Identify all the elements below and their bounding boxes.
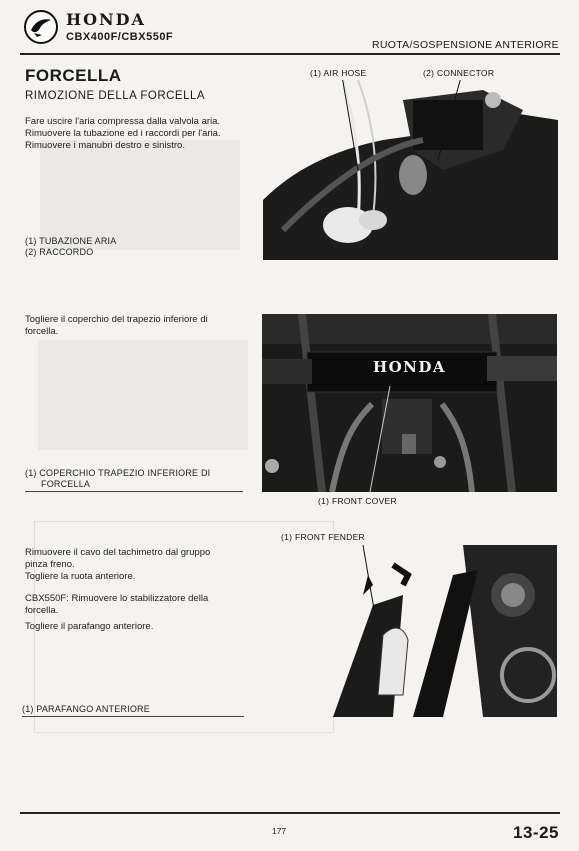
legend-1 [25,236,116,258]
legend-underline [22,716,244,717]
legend-item: (1) PARAFANGO ANTERIORE [22,704,150,714]
callout-air-hose: (1) AIR HOSE [310,68,367,78]
photo-front-cover [262,314,557,492]
legend-underline [25,491,243,492]
bleed-through-ghost [38,340,248,450]
page-title: FORCELLA [25,66,122,85]
photo-air-hose [263,80,558,260]
header-rule [20,53,560,55]
brand-name: HONDA [66,10,146,29]
legend-item: (1) TUBAZIONE ARIA [25,236,117,246]
wing-icon [28,14,54,40]
footer-rule [20,812,560,814]
instructions-3c [25,621,153,633]
legend-item: (1) COPERCHIO TRAPEZIO INFERIORE DI [25,468,211,478]
instruction-line: Togliere il coperchio del trapezio inferiore di [25,314,208,325]
instructions-3b [25,593,208,617]
instruction-line: Fare uscire l'aria compressa dalla valvola aria. [25,116,221,127]
instruction-line: forcella. [25,605,59,616]
instruction-line: pinza freno. [25,559,75,570]
instruction-line: Togliere il parafango anteriore. [25,621,154,632]
legend-2 [25,468,210,490]
photo-honda-lettering: HONDA [372,358,447,376]
instruction-line: Rimuovere i manubri destro e sinistro. [25,140,185,151]
instructions-3a [25,547,210,583]
callout-front-cover: (1) FRONT COVER [318,496,397,506]
bleed-through-ghost [40,140,240,250]
instruction-line: Rimuovere il cavo del tachimetro dal gruppo [25,547,211,558]
instruction-line: forcella. [25,326,59,337]
instruction-line: Togliere la ruota anteriore. [25,571,136,582]
honda-wing-logo [24,10,58,44]
photo-front-fender [333,545,557,717]
instruction-line: CBX550F: Rimuovere lo stabilizzatore della [25,593,209,604]
instructions-2 [25,314,208,338]
page-subtitle: RIMOZIONE DELLA FORCELLA [25,90,206,102]
section-number: 13-25 [513,823,559,842]
section-header: RUOTA/SOSPENSIONE ANTERIORE [371,39,559,51]
model-name: CBX400F/CBX550F [66,31,174,43]
instruction-line: Rimuovere la tubazione ed i raccordi per l'aria. [25,128,221,139]
instructions-1 [25,116,221,152]
legend-item: FORCELLA [41,479,91,489]
page-number: 177 [272,826,287,836]
legend-item: (2) RACCORDO [25,247,94,257]
callout-connector: (2) CONNECTOR [423,68,495,78]
callout-front-fender: (1) FRONT FENDER [281,532,365,542]
legend-3 [22,704,150,715]
